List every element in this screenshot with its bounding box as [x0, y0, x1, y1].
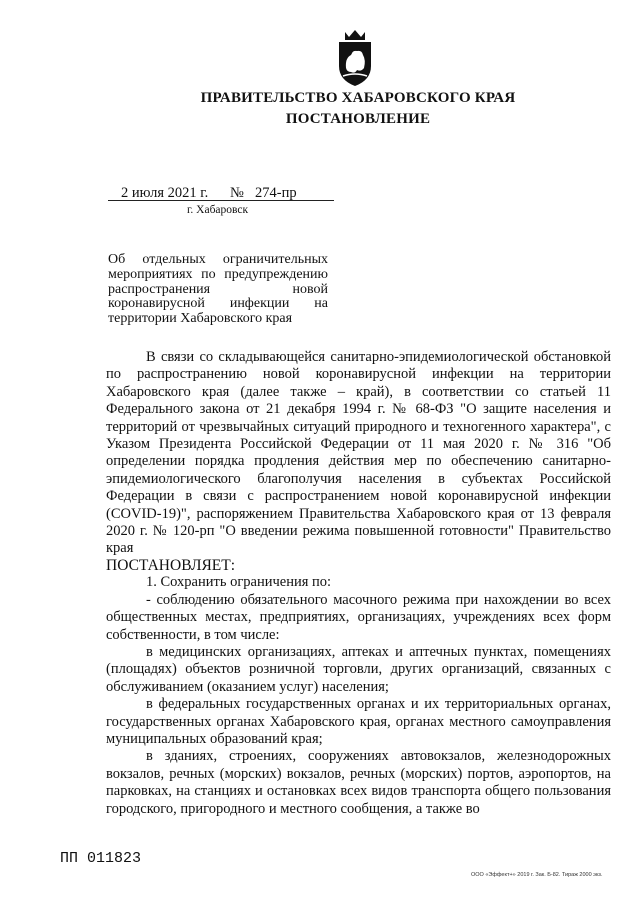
- document-number: 274-пр: [255, 185, 297, 201]
- document-city: г. Хабаровск: [187, 204, 249, 216]
- government-title: ПРАВИТЕЛЬСТВО ХАБАРОВСКОГО КРАЯ: [200, 90, 516, 106]
- document-body: [106, 349, 611, 818]
- item-1: 1. Сохранить ограничения по:: [146, 574, 332, 591]
- document-subject: Об отдельных ограничительных мероприятиях по предупреждению распространения новой коронавирусной инфекции на территории Хабаровского края: [108, 252, 328, 327]
- document-date: 2 июля 2021 г.: [121, 185, 209, 201]
- coat-of-arms-icon: [333, 28, 377, 88]
- preamble-paragraph: В связи со складывающейся санитарно-эпидемиологической обстановкой по распространению новой коронавирусной инфекции на территории Хабаровского края (далее также – край), в соответствии со статьей 11 Федерального закона от 21 декабря 1994 г. № 68-ФЗ "О защите населения и территорий от чрезвычайных ситуаций природного и техногенного характера", с Указом Президента Российской Федерации от 11 мая 2020 г. № 316 "Об определении порядка продления действия мер по обеспечению санитарно-эпидемиологического благополучия населения в субъектах Российской Федерации в связи с распространением новой коронавирусной инфекции (COVID-19)", распоряжением Правительства Хабаровского края от 13 февраля 2020 г. № 120-рп "О введении режима повышенной готовности" Правительство края: [106, 349, 611, 557]
- decree-word: ПОСТАНОВЛЯЕТ:: [106, 556, 236, 574]
- print-note: ООО «Эффект+» 2019 г. Зак. Б-82. Тираж 2000 экз.: [471, 872, 603, 878]
- form-code: ПП 011823: [60, 850, 142, 867]
- date-underline: [108, 200, 334, 201]
- item-1-subitem: - соблюдению обязательного масочного режима при нахождении во всех общественных местах, предприятиях, организациях, учреждениях всех форм собственности, в том числе:: [106, 591, 611, 643]
- paragraph-medical: в медицинских организациях, аптеках и аптечных пунктах, помещениях (площадях) объектов розничной торговли, других организаций, связанных с обслуживанием (оказанием услуг) населения;: [106, 644, 611, 695]
- date-number-line: [108, 185, 334, 203]
- number-sign: №: [230, 185, 244, 201]
- paragraph-federal: в федеральных государственных органах и их территориальных органах, государственных органах Хабаровского края, органах местного самоуправления муниципальных образований края;: [106, 696, 611, 748]
- paragraph-buildings: в зданиях, строениях, сооружениях автовокзалов, железнодорожных вокзалов, речных (морских) вокзалов, речных (морских) портов, аэропортов, на парковках, на станциях и остановках всех видов транспорта общего пользования городского, пригородного и местного сообщения, а также во: [106, 748, 611, 817]
- document-type: ПОСТАНОВЛЕНИЕ: [285, 111, 431, 127]
